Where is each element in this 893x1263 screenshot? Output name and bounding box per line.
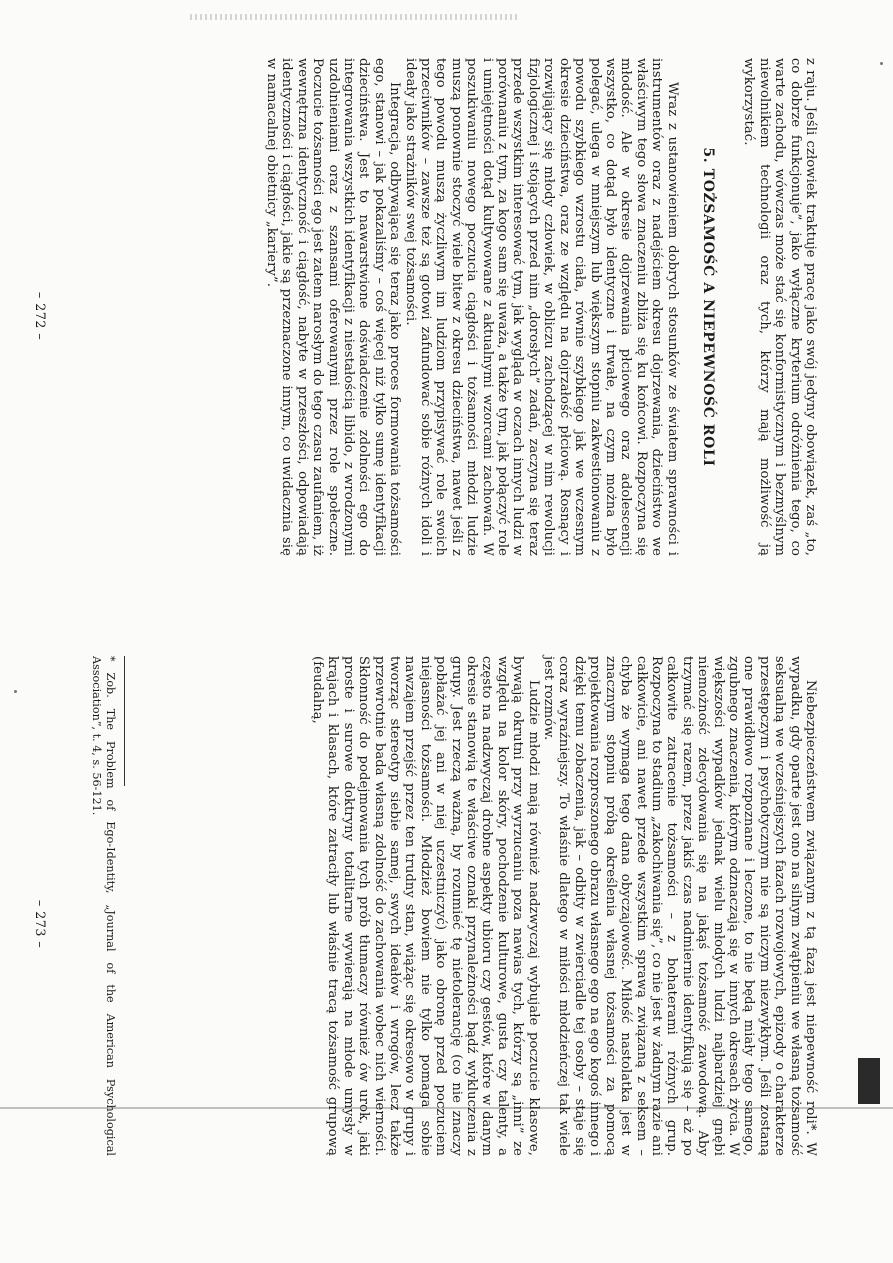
right-page [0, 630, 893, 1263]
right-text-column [310, 656, 818, 1156]
paragraph: Niebezpieczeństwem związanym z tą fazą jest niepewność roli*. W wypadku, gdy oparte jest ono na silnym zwątpieniu we własną tożsamość seksualną we wcześniejszych fazach rozwojowych, epizody o charakterze przestępczym i psychotycznym nie są niczym niezwykłym. Jeśli zostaną one prawidłowo rozpoznane i leczone, to nie będą miały tego samego, zgubnego znaczenia, którym odznaczają się w innych okresach życia. W większości wypadków jednak wielu młodych ludzi najbardziej gnębi niemożność zdecydowania się na jakąś tożsamość zawodową. Aby trzymać się razem, przez jakiś czas nadmiernie identyfikują się – aż po całkowite zatracenie tożsamości – z bohaterami różnych grup. Rozpoczyna to stadium „zakochiwania się”, co nie jest w żadnym razie ani całkowicie, ani nawet przede wszystkim sprawą związaną z seksem – chyba że wymaga tego dana obyczajowość. Miłość nastolatka jest w znacznym stopniu próbą określenia własnej tożsamości za pomocą projektowania rozproszonego obrazu własnego ego na ego kogoś innego i dzięki temu zobaczenia, jak – odbity w zwierciadle tej osoby – staje się coraz wyraźniejszy. To właśnie dlatego w miłości młodzieńczej tak wiele jest rozmów. [541, 656, 818, 1156]
left-page [0, 0, 893, 620]
paragraph: Wraz z ustanowieniem dobrych stosunków ze światem sprawności i instrumentów oraz z nadejściem okresu dojrzewania, dzieciństwo we właściwym tego słowa znaczeniu zbliża się ku końcowi. Rozpoczyna się młodość. Ale w okresie dojrzewania płciowego oraz adolescencji wszystko, co dotąd było identyczne i trwałe, na czym można było polegać, ulega w mniejszym lub większym stopniu zakwestionowaniu z powodu szybkiego wzrostu ciała, równie szybkiego jak we wczesnym okresie dzieciństwa, oraz ze względu na dojrzałość płciową. Rosnący i rozwijający się młody człowiek, w obliczu zachodzącej w nim rewolucji fizjologicznej i stojących przed nim „dorosłych” zadań, zaczyna się teraz przede wszystkim interesować tym, jak wygląda w oczach innych ludzi w porównaniu z tym, za kogo sam się uważa, a także tym, jak połączyć role i umiejętności dotąd kultywowane z aktualnymi wzorcami zachowań. W poszukiwaniu nowego poczucia ciągłości i tożsamości młodzi ludzie muszą ponownie stoczyć wiele bitew z okresu dzieciństwa, nawet jeśli z tego powodu muszą życzliwym im ludziom przypisywać role swoich przeciwników – zawsze też są gotowi zafundować sobie różnych idoli i ideały jako strażników swej tożsamości. [402, 58, 680, 556]
left-text-column [264, 58, 818, 556]
section-heading: 5. TOŻSAMOŚĆ A NIEPEWNOŚĆ ROLI [699, 147, 716, 467]
paragraph: Ludzie młodzi mają również nadzwyczaj wybujałe poczucie klasowe, bywają okrutni przy wyrzucaniu poza nawias tych, którzy są „inni” ze względu na kolor skóry, pochodzenie kulturowe, gusta czy talenty, a często na nadzwyczaj drobne aspekty ubioru czy gestów, które w danym okresie stanowią te właściwe oznaki przynależności bądź wykluczenia z grupy. Jest rzeczą ważną, by rozumieć tę nietolerancję (co nie znaczy pobłażać jej ani w niej uczestniczyć) jako obronę przed poczuciem niejasności tożsamości. Młodzież bowiem nie tylko pomaga sobie nawzajem przejść przez ten trudny stan, wiążąc się okresowo w grupy i tworząc stereotyp siebie samej, swych ideałów i wrogów, lecz także przewrotnie bada własną zdolność do zachowania wobec nich wierności. Skłonność do podejmowania tych prób tłumaczy również ów urok, jaki proste i surowe doktryny totalitarne wywierają na młode umysły w krajach i klasach, które zatraciły lub właśnie tracą tożsamość grupową (feudalną, [310, 656, 541, 1156]
page-number: – 273 – [33, 900, 48, 949]
opening-paragraph: z raju. Jeśli człowiek traktuje pracę jako swój jedyny obowiązek, zaś „to, co dobrze funkcjonuje”, jako wyłączne kryterium odróżnienia tego, co warte zachodu, wówczas może stać się konformistycznym i bezmyślnym niewolnikiem technologii oraz tych, którzy mają możliwość ją wykorzystać. [741, 58, 818, 556]
footnote-divider [124, 656, 125, 786]
footnote: * Zob. The Problem of Ego-Identity, „Journal of the American Psychological Association”, t. 4, s. 56-121. [90, 656, 117, 1156]
paragraph: Integracja, odbywająca się teraz jako proces formowania tożsamości ego, stanowi – jak pokazaliśmy – coś więcej niż tylko sumę identyfikacji dzieciństwa. Jest to nawarstwione doświadczenie zdolności ego do integrowania wszystkich identyfikacji z niestałością libido, z wrodzonymi uzdolnieniami oraz z szansami oferowanymi przez role społeczne. Poczucie tożsamości ego jest zatem narosłym do tego czasu zaufaniem, iż wewnętrzna identyczność i ciągłość, nabyte w przeszłości, odpowiadają identyczności i ciągłości, jakie są przeznaczone innym, co uwidacznia się w namacalnej obietnicy „kariery”. [264, 58, 403, 556]
page-number: – 272 – [33, 292, 48, 341]
